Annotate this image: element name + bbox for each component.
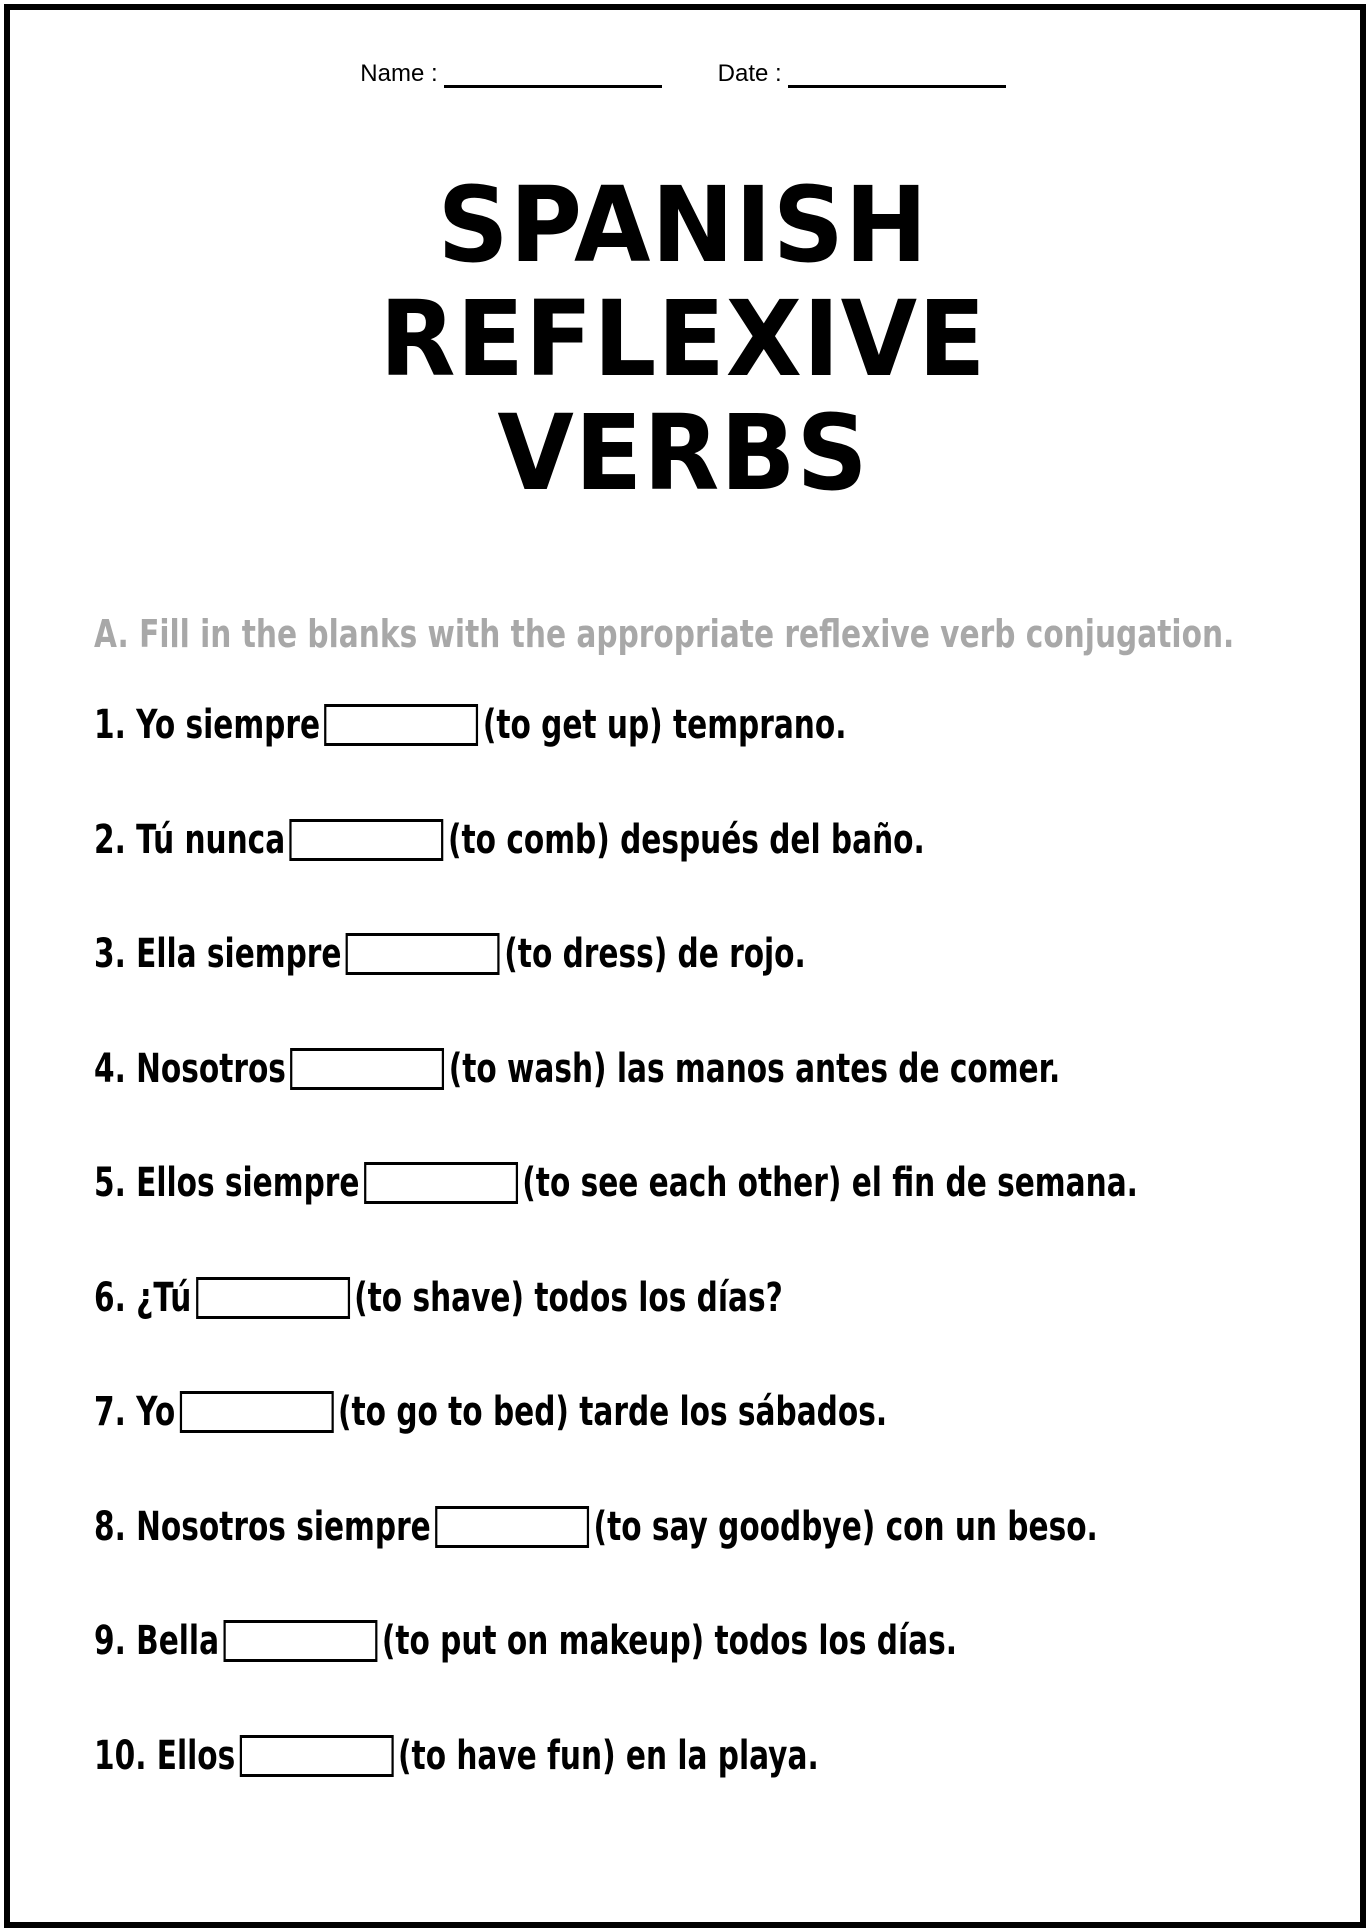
question-item: [94, 1502, 1366, 1617]
question-item: [94, 929, 1366, 1044]
question-suffix: (to have fun) en la playa.: [398, 1732, 819, 1779]
question-item: [94, 1387, 1366, 1502]
question-prefix: 3. Ella siempre: [94, 931, 342, 977]
question-prefix: 1. Yo siempre: [94, 702, 321, 748]
name-label: Name :: [360, 60, 438, 87]
title-line: SPANISH: [437, 164, 929, 286]
worksheet-title: [0, 164, 1366, 514]
worksheet-header: [0, 60, 1366, 88]
question-suffix: (to put on makeup) todos los días.: [381, 1618, 957, 1664]
question-prefix: 5. Ellos siempre: [94, 1160, 360, 1206]
question-suffix: (to see each other) el fin de semana.: [522, 1160, 1138, 1206]
answer-box[interactable]: [435, 1506, 589, 1548]
answer-box[interactable]: [240, 1735, 394, 1777]
name-field: [360, 60, 661, 88]
question-item: [94, 1273, 1366, 1388]
question-suffix: (to shave) todos los días?: [354, 1274, 783, 1321]
question-suffix: (to wash) las manos antes de comer.: [448, 1045, 1061, 1092]
question-prefix: 6. ¿Tú: [94, 1274, 192, 1321]
title-line: REFLEXIVE: [379, 278, 987, 400]
date-blank[interactable]: [788, 63, 1006, 88]
question-list: [94, 700, 1366, 1845]
question-item: [94, 1731, 1366, 1846]
name-blank[interactable]: [444, 63, 662, 88]
instructions-text: A. Fill in the blanks with the appropriate reflexive verb conjugation.: [94, 612, 1235, 656]
question-item: [94, 700, 1366, 815]
answer-box[interactable]: [290, 819, 444, 861]
question-suffix: (to say goodbye) con un beso.: [593, 1503, 1098, 1550]
answer-box[interactable]: [290, 1048, 444, 1090]
question-suffix: (to comb) después del baño.: [448, 816, 925, 863]
question-prefix: 4. Nosotros: [94, 1045, 286, 1092]
answer-box[interactable]: [223, 1620, 377, 1662]
date-field: [718, 60, 1006, 88]
question-prefix: 10. Ellos: [94, 1732, 236, 1779]
question-prefix: 2. Tú nunca: [94, 816, 286, 863]
question-suffix: (to go to bed) tarde los sábados.: [338, 1389, 888, 1435]
question-suffix: (to get up) temprano.: [482, 702, 847, 748]
date-label: Date :: [717, 60, 782, 87]
question-item: [94, 1616, 1366, 1731]
question-suffix: (to dress) de rojo.: [504, 931, 806, 977]
question-prefix: 7. Yo: [94, 1389, 176, 1435]
question-item: [94, 1044, 1366, 1159]
title-line: VERBS: [497, 392, 869, 514]
answer-box[interactable]: [324, 704, 478, 746]
question-item: [94, 815, 1366, 930]
question-prefix: 8. Nosotros siempre: [94, 1503, 431, 1550]
answer-box[interactable]: [180, 1391, 334, 1433]
answer-box[interactable]: [196, 1277, 350, 1319]
question-prefix: 9. Bella: [94, 1618, 220, 1664]
answer-box[interactable]: [364, 1162, 518, 1204]
question-item: [94, 1158, 1366, 1273]
answer-box[interactable]: [346, 933, 500, 975]
